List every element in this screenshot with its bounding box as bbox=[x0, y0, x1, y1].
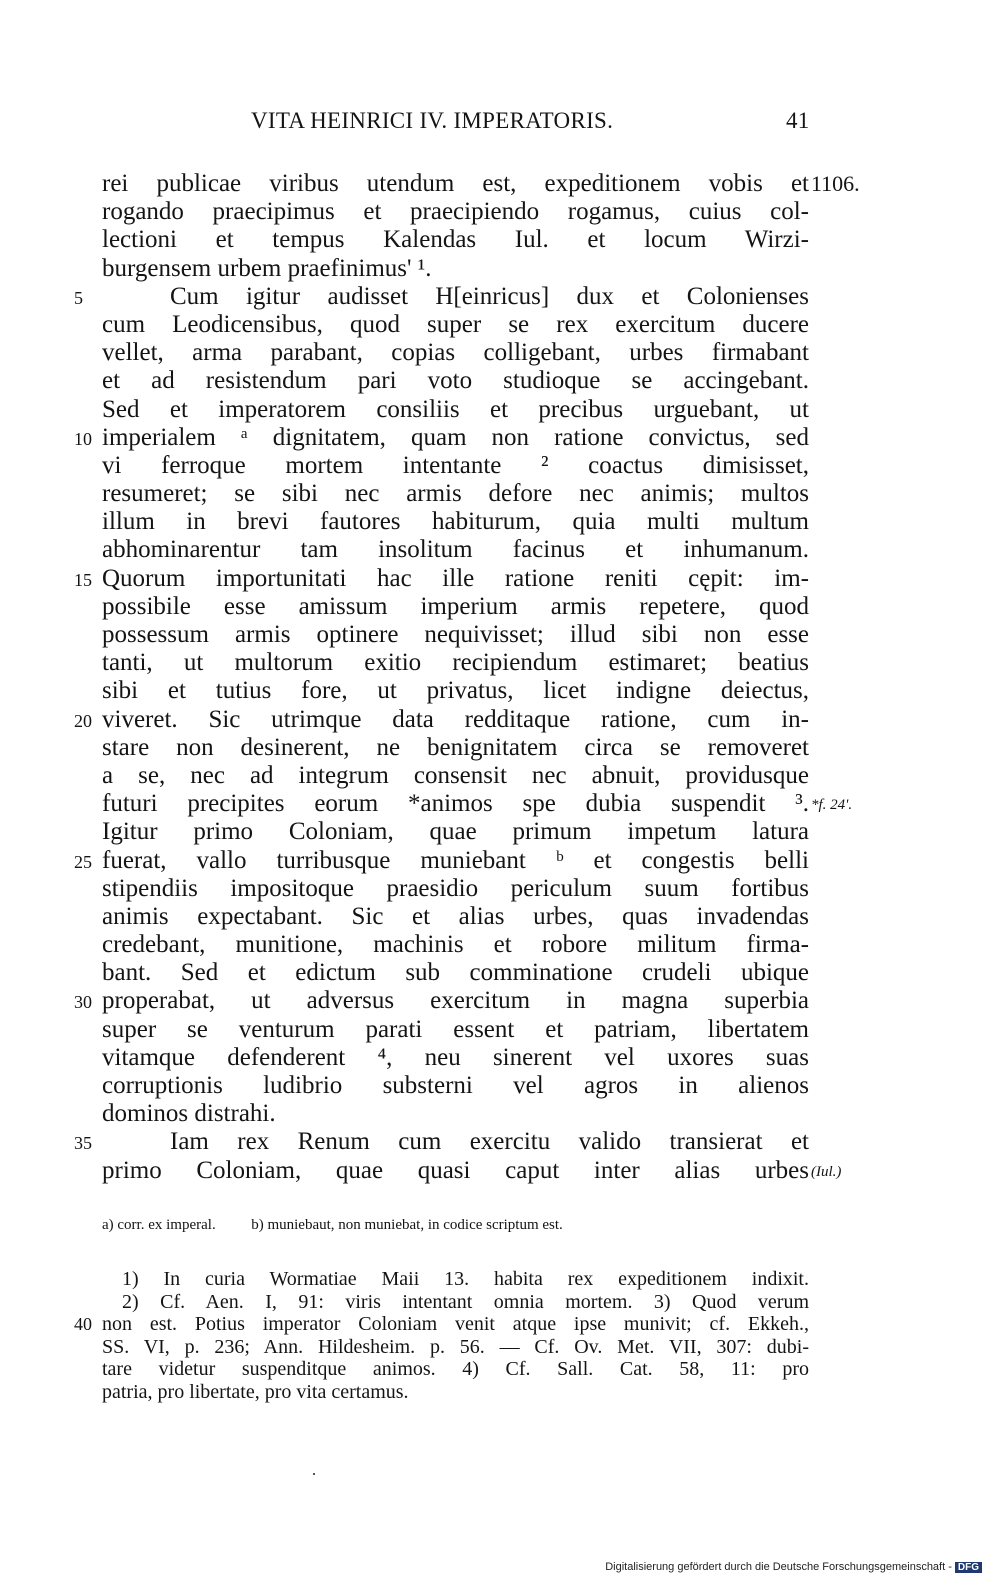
text-line bbox=[0, 311, 1000, 339]
footnote-text: SS. VI, p. 236; Ann. Hildesheim. p. 56. — Cf. Ov. Met. VII, 307: dubi- bbox=[102, 1335, 809, 1358]
text-line bbox=[0, 170, 1000, 198]
line-text: rogando praecipimus et praecipiendo rogamus, cuius col- bbox=[102, 198, 809, 226]
text-line bbox=[0, 339, 1000, 367]
text-line bbox=[0, 1100, 1000, 1128]
text-line bbox=[0, 790, 1000, 818]
line-text: Iam rex Renum cum exercitu valido transierat et bbox=[170, 1128, 809, 1156]
line-text: dominos distrahi. bbox=[102, 1100, 276, 1128]
line-number: 30 bbox=[74, 992, 92, 1013]
line-text: et ad resistendum pari voto studioque se accingebant. bbox=[102, 367, 809, 395]
line-text: fuerat, vallo turribusque muniebant ᵇ et congestis belli bbox=[102, 846, 809, 874]
digitization-footer bbox=[605, 1561, 982, 1573]
line-text: rei publicae viribus utendum est, expeditionem vobis et bbox=[102, 170, 809, 197]
line-number: 15 bbox=[74, 569, 92, 590]
footer-text: Digitalisierung gefördert durch die Deutsche Forschungsgemeinschaft - bbox=[605, 1561, 952, 1573]
text-line bbox=[0, 255, 1000, 283]
line-number: 35 bbox=[74, 1133, 92, 1154]
text-line bbox=[0, 283, 1000, 311]
footnote-text: 2) Cf. Aen. I, 91: viris intentant omnia mortem. 3) Quod verum bbox=[122, 1290, 809, 1313]
line-text: stipendiis impositoque praesidio periculum suum fortibus bbox=[102, 874, 809, 902]
line-text: resumeret; se sibi nec armis defore nec animis; multos bbox=[102, 480, 809, 508]
footnote-line bbox=[0, 1291, 1000, 1314]
text-line bbox=[0, 1044, 1000, 1072]
text-line bbox=[0, 1016, 1000, 1044]
footnote-line bbox=[0, 1358, 1000, 1381]
stray-mark bbox=[313, 1473, 315, 1475]
margin-note: *f. 24'. bbox=[811, 797, 853, 814]
line-text: imperialem ᵃ dignitatem, quam non ratione convictus, sed bbox=[102, 423, 809, 451]
text-line bbox=[0, 508, 1000, 536]
footnote-line bbox=[0, 1336, 1000, 1359]
text-line bbox=[0, 847, 1000, 875]
main-text bbox=[0, 170, 1000, 1185]
margin-note: 1106. bbox=[811, 171, 860, 196]
text-line bbox=[0, 367, 1000, 395]
footnote-line bbox=[0, 1268, 1000, 1291]
line-text: illum in brevi fautores habiturum, quia multi multum bbox=[102, 508, 809, 536]
text-line bbox=[0, 903, 1000, 931]
apparatus-note-a: a) corr. ex imperal. bbox=[102, 1217, 216, 1233]
line-text: futuri precipites eorum *animos spe dubia suspendit ³. bbox=[102, 790, 809, 818]
line-text: possibile esse amissum imperium armis repetere, quod bbox=[102, 592, 809, 620]
line-text: super se venturum parati essent et patriam, libertatem bbox=[102, 1015, 809, 1043]
line-number: 40 bbox=[74, 1314, 92, 1334]
line-number: 5 bbox=[74, 287, 83, 308]
page-number: 41 bbox=[786, 108, 810, 133]
text-line bbox=[0, 1157, 1000, 1185]
text-line bbox=[0, 677, 1000, 705]
line-text: viveret. Sic utrimque data redditaque ratione, cum in- bbox=[102, 705, 809, 733]
text-line bbox=[0, 734, 1000, 762]
line-text: possessum armis optinere nequivisset; illud sibi non esse bbox=[102, 621, 809, 648]
line-text: primo Coloniam, quae quasi caput inter alias urbes bbox=[102, 1156, 809, 1184]
text-line bbox=[0, 565, 1000, 593]
running-title: VITA HEINRICI IV. IMPERATORIS. bbox=[251, 108, 614, 133]
text-line bbox=[0, 536, 1000, 564]
footnote-text: tare videtur suspenditque animos. 4) Cf. Sall. Cat. 58, 11: pro bbox=[102, 1358, 809, 1380]
line-text: abhominarentur tam insolitum facinus et inhumanum. bbox=[102, 536, 809, 564]
line-text: burgensem urbem praefinimus' ¹. bbox=[102, 254, 432, 282]
text-line bbox=[0, 593, 1000, 621]
line-text: credebant, munitione, machinis et robore militum firma- bbox=[102, 931, 809, 959]
line-text: Igitur primo Coloniam, quae primum impetum latura bbox=[102, 818, 809, 846]
footnotes bbox=[0, 1268, 1000, 1403]
margin-note: (Iul.) bbox=[811, 1163, 842, 1180]
text-line bbox=[0, 818, 1000, 846]
text-line bbox=[0, 226, 1000, 254]
critical-apparatus bbox=[102, 1217, 809, 1234]
line-text: Cum igitur audisset H[einricus] dux et Colonienses bbox=[170, 282, 809, 310]
text-line bbox=[0, 987, 1000, 1015]
line-number: 25 bbox=[74, 851, 92, 872]
footnote-line bbox=[0, 1381, 1000, 1404]
line-text: Sed et imperatorem consiliis et precibus urguebant, ut bbox=[102, 395, 809, 423]
line-text: tanti, ut multorum exitio recipiendum estimaret; beatius bbox=[102, 649, 809, 677]
line-number: 20 bbox=[74, 710, 92, 731]
line-text: vellet, arma parabant, copias colligebant, urbes firmabant bbox=[102, 339, 809, 367]
text-line bbox=[0, 649, 1000, 677]
text-line bbox=[0, 1128, 1000, 1156]
footnote-line bbox=[0, 1313, 1000, 1336]
line-text: vi ferroque mortem intentante ² coactus dimisisset, bbox=[102, 451, 809, 479]
text-line bbox=[0, 1072, 1000, 1100]
line-text: Quorum importunitati hac ille ratione reniti cępit: im- bbox=[102, 564, 809, 592]
line-text: properabat, ut adversus exercitum in magna superbia bbox=[102, 987, 809, 1015]
text-line bbox=[0, 396, 1000, 424]
text-line bbox=[0, 480, 1000, 508]
dfg-logo: DFG bbox=[955, 1562, 982, 1573]
line-text: bant. Sed et edictum sub comminatione crudeli ubique bbox=[102, 959, 809, 987]
text-line bbox=[0, 452, 1000, 480]
apparatus-note-b: b) muniebaut, non muniebat, in codice scriptum est. bbox=[251, 1217, 563, 1233]
text-line bbox=[0, 424, 1000, 452]
footnote-text: patria, pro libertate, pro vita certamus. bbox=[102, 1380, 409, 1403]
line-text: vitamque defenderent ⁴, neu sinerent vel uxores suas bbox=[102, 1043, 809, 1071]
line-text: corruptionis ludibrio substerni vel agros in alienos bbox=[102, 1072, 809, 1099]
line-number: 10 bbox=[74, 428, 92, 449]
text-line bbox=[0, 875, 1000, 903]
line-text: animis expectabant. Sic et alias urbes, quas invadendas bbox=[102, 902, 809, 930]
text-line bbox=[0, 762, 1000, 790]
line-text: sibi et tutius fore, ut privatus, licet indigne deiectus, bbox=[102, 677, 809, 705]
text-line bbox=[0, 706, 1000, 734]
line-text: a se, nec ad integrum consensit nec abnuit, providusque bbox=[102, 761, 809, 789]
page-header bbox=[0, 108, 1000, 142]
text-line bbox=[0, 931, 1000, 959]
text-line bbox=[0, 621, 1000, 649]
line-text: lectioni et tempus Kalendas Iul. et locum Wirzi- bbox=[102, 226, 809, 254]
line-text: stare non desinerent, ne benignitatem circa se removeret bbox=[102, 733, 809, 761]
line-text: cum Leodicensibus, quod super se rex exercitum ducere bbox=[102, 310, 809, 338]
text-line bbox=[0, 959, 1000, 987]
footnote-text: 1) In curia Wormatiae Maii 13. habita rex expeditionem indixit. bbox=[122, 1268, 809, 1290]
text-line bbox=[0, 198, 1000, 226]
footnote-text: non est. Potius imperator Coloniam venit atque ipse munivit; cf. Ekkeh., bbox=[102, 1313, 809, 1335]
